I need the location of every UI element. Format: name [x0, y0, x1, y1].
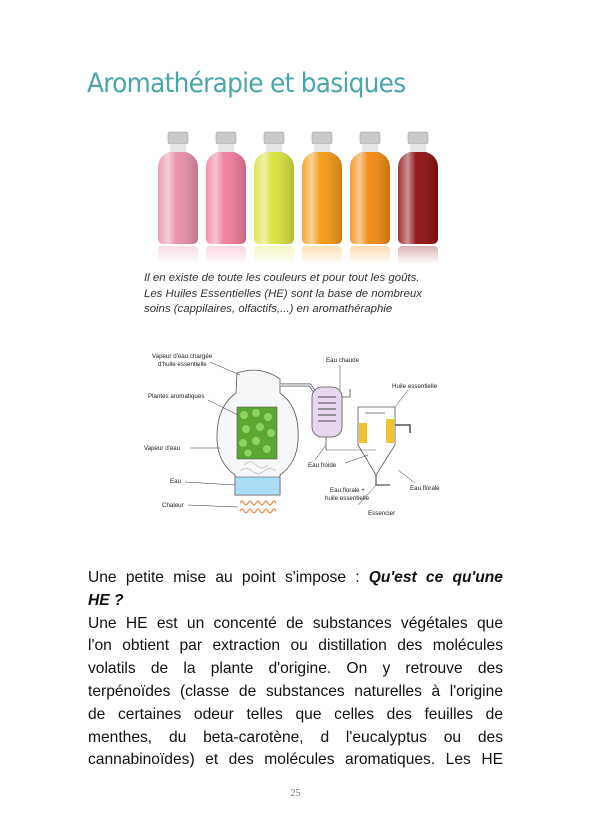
bottle: [158, 132, 198, 264]
label-florale-huile: huile essentielle: [325, 495, 370, 502]
body-line: volatils de la plante d'origine. On y retrouve des: [88, 660, 503, 678]
bottle: [350, 132, 390, 264]
distillation-diagram: [140, 345, 450, 535]
body-text: [88, 567, 503, 772]
caption-line: Il en existe de toute les couleurs et pour tout les goûts.: [144, 272, 420, 284]
bottle: [206, 132, 246, 264]
page-number: 25: [290, 788, 301, 799]
body-emphasis: Qu'est ce qu'une: [368, 569, 503, 586]
caption-line: Les Huiles Essentielles (HE) sont la base de nombreux: [144, 287, 422, 300]
body-line: de certaines odeur telles que celles des feuilles de: [88, 705, 503, 723]
label-eau: Eau: [170, 478, 182, 485]
bottle: [398, 132, 438, 264]
body-line: [88, 590, 503, 613]
label-plantes: Plantes aromatiques: [148, 393, 205, 400]
body-line: terpénoïdes (classe de substances naturelles à l'origine: [88, 682, 503, 700]
label-vapeur-chargee: d'huile essentielle: [158, 361, 207, 368]
bottle: [302, 132, 342, 264]
label-essencier: Essencier: [368, 510, 396, 517]
body-prefix: Une petite mise au point s'impose :: [88, 569, 369, 586]
body-line: [88, 567, 503, 590]
label-chaleur: Chaleur: [162, 502, 184, 509]
body-emphasis: HE ?: [88, 591, 124, 609]
label-florale-huile: Eau florale +: [330, 487, 365, 494]
heat-waves: [240, 501, 276, 513]
label-eau-chaude: Eau chaude: [326, 357, 360, 364]
body-line: l'on obtient par extraction ou distillation des molécules: [88, 637, 503, 655]
label-vapeur-chargee: Vapeur d'eau chargée: [152, 353, 213, 360]
condenser: [312, 387, 350, 450]
label-vapeur: Vapeur d'eau: [144, 445, 181, 452]
bottles-photo: [150, 130, 448, 265]
still-flask: [217, 370, 298, 495]
photo-caption: [144, 271, 464, 318]
bottle: [254, 132, 294, 264]
label-huile: Huile essentielle: [392, 383, 438, 390]
caption-line: soins (cappilaires, olfactifs,...) en aromathéraphie: [144, 303, 393, 315]
body-line: cannabinoïdes) et des molécules aromatiques. Les HE: [88, 751, 503, 769]
page-title: Aromathérapie et basiques: [87, 68, 406, 99]
label-eau-florale: Eau florale: [410, 485, 440, 492]
body-line: Une HE est un concenté de substances végétales que: [88, 614, 503, 632]
label-eau-froide: Eau froide: [308, 462, 337, 469]
body-line: menthes, du beta-carotène, d l'eucalyptus ou des: [88, 728, 503, 746]
